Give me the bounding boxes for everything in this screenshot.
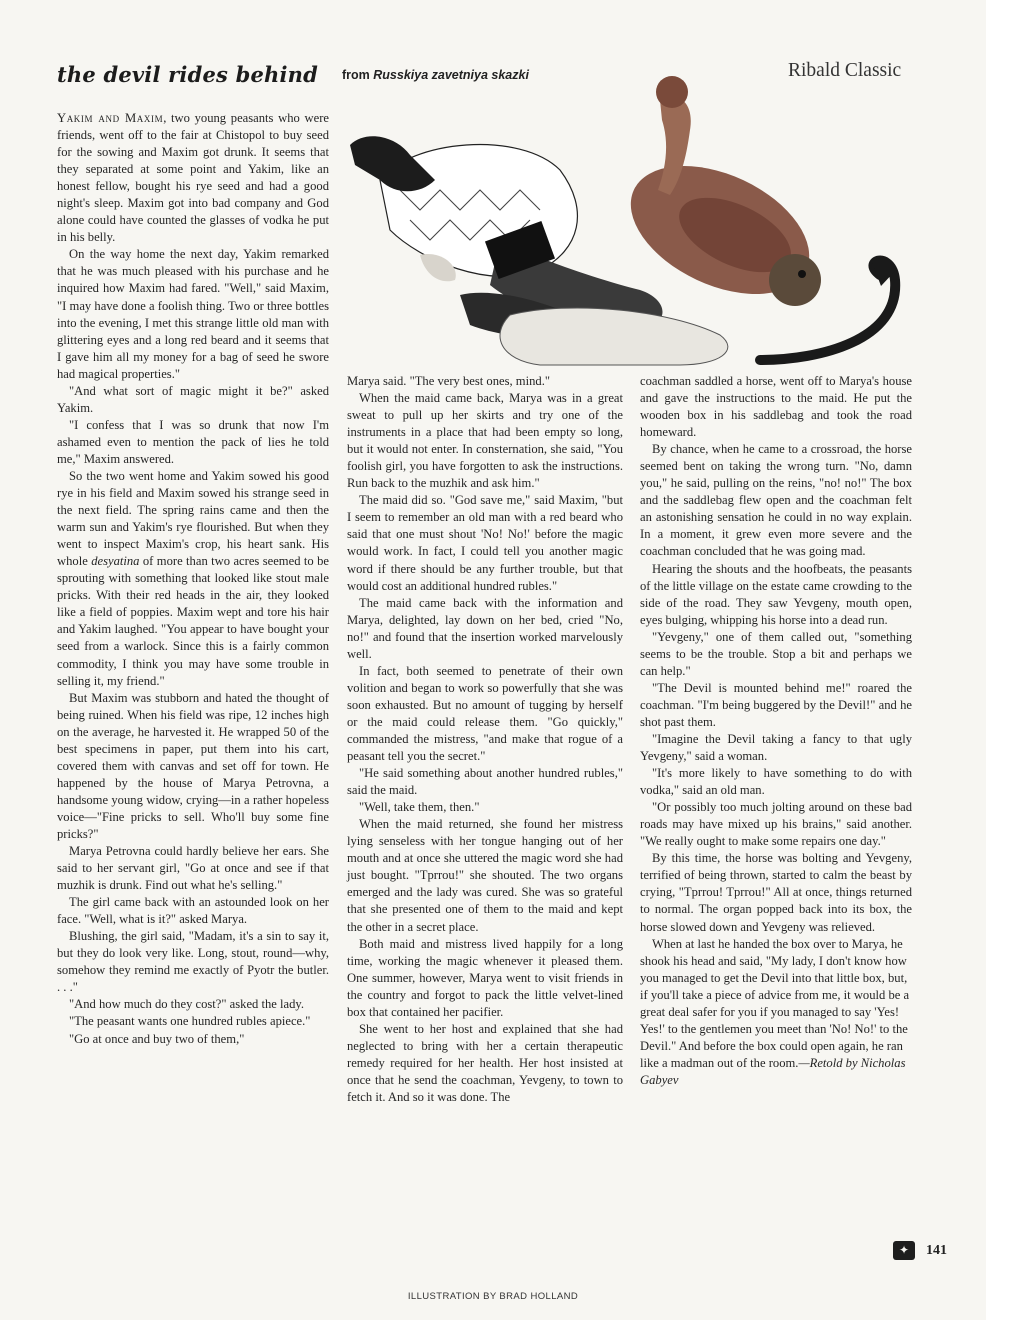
story-paragraph: She went to her host and explained that she had neglected to bring with her a certain therapeutic remedy required for her health. Her host insisted at once that he send the coachman, Yevgeny, to town to fetch it. And so it was done. The xyxy=(347,1021,623,1104)
story-paragraph: "Go at once and buy two of them," xyxy=(69,1031,245,1046)
story-paragraph: "And what sort of magic might it be?" asked Yakim. xyxy=(57,383,329,415)
story-paragraph: So the two went home and Yakim sowed his good rye in his field and Maxim sowed his strange seed in the next field. The spring rains came and then the warm sun and Yakim's rye flourished. But when they went to inspect Maxim's crop, his heart sank. His whole desyatina of more than two acres seemed to be sprouting with something that looked like stout male pricks. With their red heads in the air, they looked like a field of poppies. Maxim wept and tore his hair and Yakim laughed. "You appear to have bought your seed from a warlock. Since this is a fairly common commodity, I think you may have some trouble in selling it, my friend." xyxy=(57,468,329,688)
story-paragraph: The maid came back with the information and Marya, delighted, lay down on her bed, cried "No, no!" and found that the insertion worked marvelously well. xyxy=(347,595,623,661)
story-paragraph: Yakim and Maxim, two young peasants who were friends, went off to the fair at Chistopol to buy seed for the sowing and Maxim got drunk. It seems that they separated at some point and Yakim, like an honest fellow, bought his rye seed and had a good night's sleep. Maxim got into bad company and God alone could have counted the glasses of vodka he put in his belly. xyxy=(57,111,329,245)
section-label: Ribald Classic xyxy=(788,60,902,81)
retold-credit: —Retold by Nicholas Gabyev xyxy=(640,1055,906,1087)
italic-term: desyatina xyxy=(91,554,140,569)
story-paragraph: In fact, both seemed to penetrate of their own volition and began to work so powerfully that she was soon exhausted. But no amount of tugging by herself or the maid could release them. "Go quickly," commanded the mistress, "and make that rogue of a peasant tell you the secret." xyxy=(347,663,623,764)
rabbit-logo-icon: ✦ xyxy=(893,1241,915,1260)
story-paragraph: "The Devil is mounted behind me!" roared the coachman. "I'm being buggered by the Devil!" and he shot past them. xyxy=(640,680,912,729)
story-paragraph: The girl came back with an astounded look on her face. "Well, what is it?" asked Marya. xyxy=(57,895,329,927)
devil-hand xyxy=(656,76,688,108)
story-column-1 xyxy=(57,110,329,1048)
story-paragraph: "I confess that I was so drunk that now I'm ashamed even to mention the pack of lies he told me," Maxim answered. xyxy=(57,417,329,466)
story-paragraph: By chance, when he came to a crossroad, the horse seemed bent on taking the wrong turn. "No, damn you," he said, pulling on the reins, "no! no!" The box and the saddlebag flew open and the coachman felt an astonishing sensation he could in no way explain. In a moment, it grew even more severe and the coachman concluded that he was going mad. xyxy=(640,442,912,559)
story-paragraph: On the way home the next day, Yakim remarked that he was much pleased with his purchase and he inquired how Maxim had fared. "Well," said Maxim, "I may have done a foolish thing. Two or three bottles into the evening, I met this strange little old man with glittering eyes and a long red beard and it seems that I gave him all my money for a bag of seed he swore had magical properties." xyxy=(57,247,329,381)
story-paragraph: "And how much do they cost?" asked the lady. xyxy=(69,997,305,1012)
page-margin xyxy=(986,0,1020,1320)
story-paragraph: The maid did so. "God save me," said Maxim, "but I seem to remember an old man with a red beard who said that one must shout 'No! No!' before the magic would work. In fact, I could tell you another magic word if there should be any further trouble, but that would cost an additional hundred rubles." xyxy=(347,493,623,593)
story-paragraph: When at last he handed the box over to Marya, he shook his head and said, "My lady, I don't know how you managed to get the Devil into that little box, but, if you'll take a piece of advice from me, it would be a great deal safer for you if you managed to say 'Yes! Yes!' to the gentlemen you meet than 'No! No!' to the Devil." And before the box could open again, he ran like a madman out of the room.—Retold by Nicholas Gabyev xyxy=(640,936,910,1087)
illustration-credit: ILLUSTRATION BY BRAD HOLLAND xyxy=(407,1291,579,1302)
story-column-3 xyxy=(640,373,912,1089)
devil-head xyxy=(769,254,821,306)
story-column-2 xyxy=(347,373,623,1106)
story-paragraph: When the maid came back, Marya was in a great sweat to pull up her skirts and try one of the instruments in a place that had been empty so long, but it would not enter. In consternation, she said, "You foolish girl, you have forgotten to ask the instructions. Run back to the muzhik and ask him." xyxy=(347,391,623,491)
story-paragraph: "Well, take them, then." xyxy=(359,800,480,815)
story-paragraph: "Yevgeny," one of them called out, "something seems to be the trouble. Stop a bit and perhaps we can help." xyxy=(640,629,912,678)
story-paragraph: Marya Petrovna could hardly believe her ears. She said to her servant girl, "Go at once and see if that muzhik is drunk. Find out what he's selling." xyxy=(57,844,329,893)
story-paragraph: "The peasant wants one hundred rubles apiece." xyxy=(69,1014,311,1029)
source-title: Russkiya zavetniya skazki xyxy=(373,68,529,82)
source-lead: from xyxy=(342,68,370,82)
story-paragraph: Blushing, the girl said, "Madam, it's a sin to say it, but they do look very like. Long, stout, round—why, somehow they remind me exactly of Pyotr the butler. . . ." xyxy=(57,929,329,995)
page-number: 141 xyxy=(926,1243,947,1258)
story-paragraph: Hearing the shouts and the hoofbeats, the peasants of the little village on the estate came crowding to the side of the road. They saw Yevgeny, mouth open, eyes bulging, whipping his horse into a dead run. xyxy=(640,561,912,627)
story-paragraph: "He said something about another hundred rubles," said the maid. xyxy=(347,766,623,798)
story-paragraph: "It's more likely to have something to do with vodka," said an old man. xyxy=(640,766,912,798)
story-title: the devil rides behind xyxy=(57,62,319,87)
devil-rider-illustration xyxy=(340,60,920,370)
story-paragraph: "Imagine the Devil taking a fancy to that ugly Yevgeny," said a woman. xyxy=(640,731,912,764)
devil-cloak xyxy=(500,308,728,365)
story-paragraph: "Or possibly too much jolting around on these bad roads may have mixed up his brains," said another. "We really ought to make some repairs one day." xyxy=(640,800,912,849)
story-paragraph: coachman saddled a horse, went off to Marya's house and gave the instructions to the maid. He put the wooden box in his saddlebag and took the road homeward. xyxy=(640,374,912,440)
story-paragraph: By this time, the horse was bolting and Yevgeny, terrified of being thrown, started to calm the beast by crying, "Tprrou! Tprrou!" All at once, things returned to normal. The organ popped back into its box, the horse slowed down and Yevgeny was relieved. xyxy=(640,851,912,934)
story-paragraph: Both maid and mistress lived happily for a long time, working the magic whenever it pleased them. One summer, however, Marya went to visit friends in the country and forgot to pack the little velvet-lined box that contained her pacifier. xyxy=(347,936,623,1019)
opening-smallcaps: Yakim and Maxim xyxy=(57,111,164,125)
story-paragraph: But Maxim was stubborn and hated the thought of being ruined. When his field was ripe, 12 inches high on the average, he harvested it. He wrapped 50 of the best specimens in paper, put them into his cart, covered them with canvas and set off for town. He happened by the house of Marya Petrovna, a handsome young widow, crying—in a rather hopeless voice—"Fine pricks to sell. Who'll buy some fine pricks?" xyxy=(57,690,329,841)
story-paragraph: When the maid returned, she found her mistress lying senseless with her tongue hanging out of her mouth and at once she uttered the magic word she had just bought. "Tprrou!" she shouted. The two organs emerged and the lady was cured. She was so grateful that she presented one of them to the maid and kept the other in a secret place. xyxy=(347,817,623,934)
story-paragraph: Marya said. "The very best ones, mind." xyxy=(347,374,550,388)
